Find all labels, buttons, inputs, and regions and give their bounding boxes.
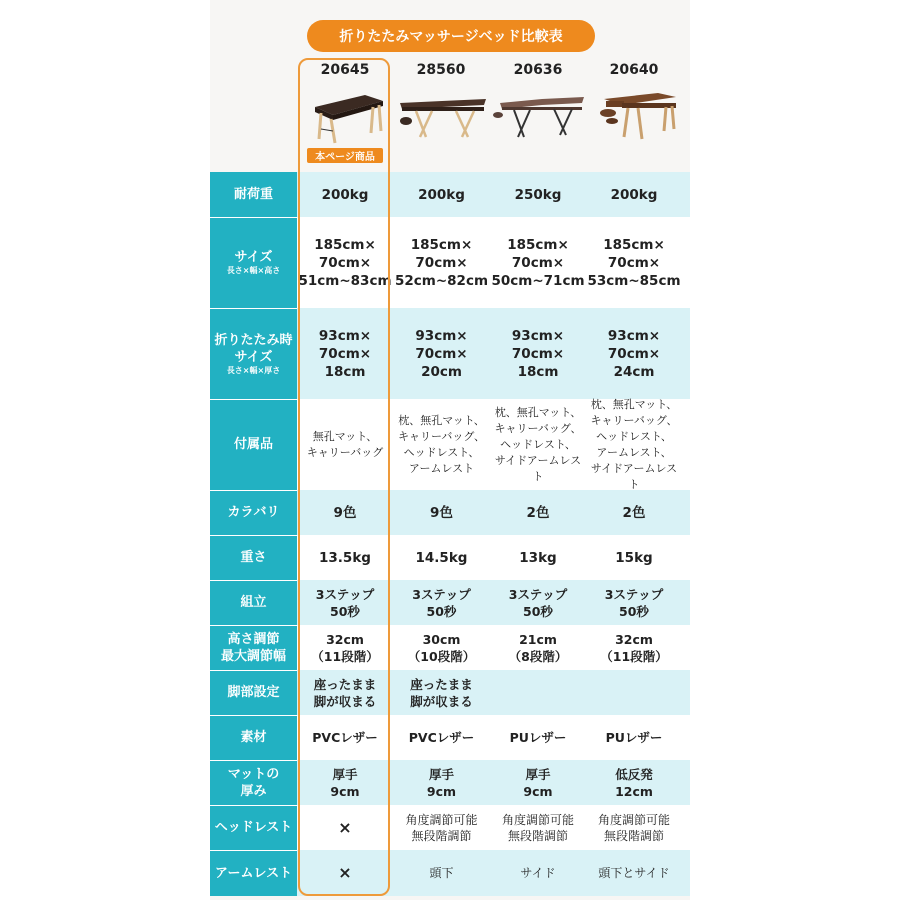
comparison-title: 折りたたみマッサージベッド比較表 [307,20,595,52]
table-cell: 93cm× 70cm× 18cm [511,327,565,380]
table-cell: 32cm （11段階） [600,631,668,664]
column-header-20636: 20636 [513,62,563,78]
label-divider [210,308,297,309]
table-cell: PUレザー [509,730,567,745]
table-cell: 2色 [622,504,646,521]
current-product-badge: 本ページ商品 [307,148,383,163]
table-cell: 3ステップ 50秒 [315,586,375,619]
product-image-28560 [396,85,488,147]
row-label-accessories: 付属品 [210,399,297,490]
table-cell: 厚手 9cm [330,766,360,799]
label-divider [210,399,297,400]
table-cell: 185cm× 70cm× 51cm~83cm [298,236,392,289]
row-label-folded-size: 折りたたみ時 サイズ 長さ×幅×厚さ [210,308,297,399]
table-cell: 枕、無孔マット、 キャリーバッグ、 ヘッドレスト、 アームレスト [397,413,485,475]
table-cell: 30cm （10段階） [407,631,476,664]
table-cell: 93cm× 70cm× 18cm [318,327,372,380]
row-label-mat-thickness: マットの 厚み [210,760,297,805]
table-cell: PVCレザー [408,730,475,745]
product-image-20640 [598,85,678,147]
table-cell: 枕、無孔マット、 キャリーバッグ、 ヘッドレスト、 サイドアームレスト [494,405,582,483]
table-cell: 185cm× 70cm× 50cm~71cm [491,236,585,289]
label-divider [210,850,297,851]
table-cell: 2色 [526,504,550,521]
table-cell: PUレザー [605,730,663,745]
table-cell: 厚手 9cm [426,766,457,799]
row-label-weight: 重さ [210,535,297,580]
label-divider [210,760,297,761]
table-cell: × [338,863,352,882]
table-cell: 頭下 [429,866,454,880]
row-label-size: サイズ 長さ×幅×高さ [210,217,297,308]
table-cell: 32cm （11段階） [311,631,379,664]
table-cell: 200kg [321,186,369,203]
table-cell: 角度調節可能 無段階調節 [501,812,574,843]
row-label-height-adjust: 高さ調節 最大調節幅 [210,625,297,670]
table-cell: 9色 [430,504,453,521]
label-divider [210,715,297,716]
row-label-load: 耐荷重 [210,172,297,217]
product-image-20645 [307,85,387,147]
label-divider [210,805,297,806]
table-cell [586,670,682,715]
table-cell: 3ステップ 50秒 [508,586,568,619]
label-divider [210,625,297,626]
table-cell: × [338,817,352,837]
table-cell: 200kg [610,186,658,203]
table-cell: サイド [520,866,556,880]
table-cell: 200kg [418,186,465,203]
table-cell: 3ステップ 50秒 [604,586,664,619]
table-cell: 185cm× 70cm× 52cm~82cm [394,236,489,289]
label-divider [210,490,297,491]
column-header-28560: 28560 [416,62,466,78]
row-label-armrest: アームレスト [210,850,297,896]
row-label-material: 素材 [210,715,297,760]
table-cell: 250kg [514,186,562,203]
column-header-20645: 20645 [320,62,370,78]
product-image-20636 [492,85,586,147]
table-cell: 15kg [615,549,653,566]
table-cell: 枕、無孔マット、 キャリーバッグ、 ヘッドレスト、 アームレスト、 サイドアームレスト [590,397,678,491]
row-label-colors: カラバリ [210,490,297,535]
table-cell: 頭下とサイド [598,866,670,880]
table-cell: 3ステップ 50秒 [412,586,471,619]
table-cell: 厚手 9cm [523,766,553,799]
table-cell: 角度調節可能 無段階調節 [405,812,478,843]
column-header-20640: 20640 [609,62,659,78]
label-divider [210,580,297,581]
table-cell: 低反発 12cm [615,766,653,799]
table-cell: 93cm× 70cm× 24cm [607,327,661,380]
row-label-headrest: ヘッドレスト [210,805,297,850]
label-divider [210,217,297,218]
table-cell: 角度調節可能 無段階調節 [597,812,670,843]
label-divider [210,535,297,536]
table-cell: PVCレザー [312,730,378,745]
table-cell: 13kg [519,549,557,566]
table-cell: 21cm （8段階） [508,631,568,664]
table-cell: 14.5kg [415,549,468,566]
table-cell: 無孔マット、 キャリーバッグ [306,429,384,459]
table-cell: 185cm× 70cm× 53cm~85cm [587,236,681,289]
table-cell [490,670,586,715]
table-cell: 13.5kg [319,549,371,566]
label-divider [210,670,297,671]
row-label-assembly: 組立 [210,580,297,625]
table-cell: 9色 [333,504,357,521]
table-cell: 93cm× 70cm× 20cm [415,327,468,380]
table-cell: 座ったまま 脚が収まる [410,676,473,709]
table-cell: 座ったまま 脚が収まる [313,676,377,709]
row-label-leg-setting: 脚部設定 [210,670,297,715]
